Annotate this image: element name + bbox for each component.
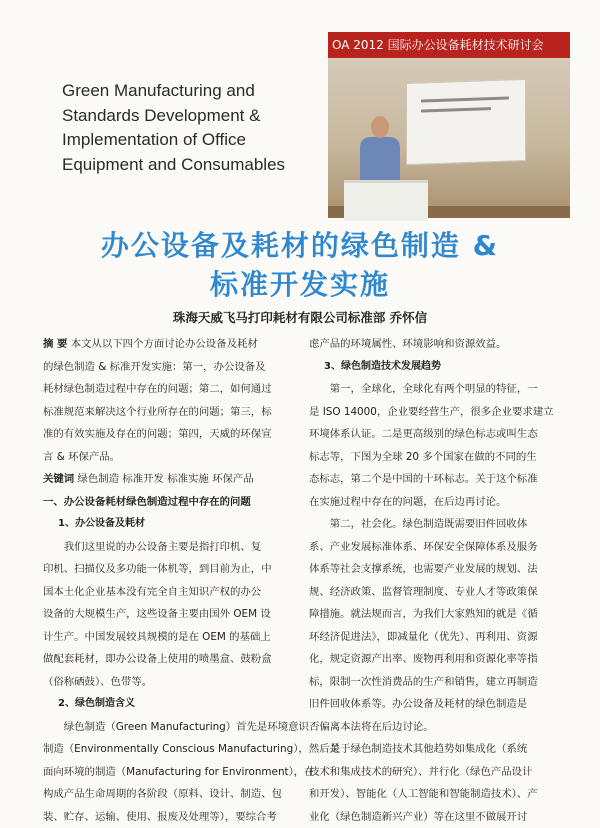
text-line: 的绿色制造 & 标准开发实施：第一，办公设备及 <box>43 356 291 379</box>
text-line: 技术和集成技术的研究）、并行化（绿色产品设计 <box>309 761 574 784</box>
text-line: 耗材绿色制造过程中存在的问题；第二，如何通过 <box>43 378 291 401</box>
text-line: 计生产。中国发展较具规模的是在 OEM 的基础上 <box>43 626 291 649</box>
text-line: 印机、扫描仪及多功能一体机等，到目前为止，中 <box>43 558 291 581</box>
text-line: （俗称硒鼓）、色带等。 <box>43 671 291 694</box>
text-line: 设备的大规模生产，这些设备主要由国外 OEM 设 <box>43 603 291 626</box>
text-line: 面向环境的制造（Manufacturing for Environment），在 <box>43 761 291 784</box>
text-line-body: 绿色制造 标准开发 标准实施 环保产品 <box>74 473 253 485</box>
text-line: 装、贮存、运输、使用、报废及处理等），要综合考 <box>43 806 291 828</box>
text-line: 第一，全球化，全球化有两个明显的特征，一 <box>309 378 574 401</box>
text-line: 和开发）、智能化（人工智能和智能制造技术）、产 <box>309 783 574 806</box>
text-line: 关于绿色制造技术其他趋势如集成化（系统 <box>309 738 574 761</box>
projection-screen <box>406 79 526 165</box>
text-line: 我们这里说的办公设备主要是指打印机、复 <box>43 536 291 559</box>
article-title-line-1: 办公设备及耗材的绿色制造 & <box>0 224 600 264</box>
english-title-line: Green Manufacturing and <box>62 79 332 104</box>
english-title-line: Implementation of Office <box>62 128 332 153</box>
english-title <box>62 79 332 177</box>
conference-banner: OA 2012 国际办公设备耗材技术研讨会 <box>328 32 570 58</box>
subsection-heading: 3、绿色制造技术发展趋势 <box>309 356 574 379</box>
keywords-label: 关键词 <box>43 473 74 485</box>
text-line: 在实施过程中存在的问题，在后边再讨论。 <box>309 491 574 514</box>
text-line: 国本土化企业基本没有完全自主知识产权的办公 <box>43 581 291 604</box>
text-line: 标志等，下图为全球 20 多个国家在做的不同的生 <box>309 446 574 469</box>
english-title-line: Standards Development & <box>62 104 332 129</box>
text-line: 虑产品的环境属性、环境影响和资源效益。 <box>309 333 574 356</box>
text-line: 制造（Environmentally Conscious Manufacturing），然后是 <box>43 738 291 761</box>
text-line: 做配套耗材，即办公设备上使用的喷墨盒、鼓粉盒 <box>43 648 291 671</box>
text-line: 化，规定资源产出率、废物再利用和资源化率等指 <box>309 648 574 671</box>
text-line: 否偏离本法将在后边讨论。 <box>309 716 574 739</box>
english-title-line: Equipment and Consumables <box>62 153 332 178</box>
text-line: 障措施。就法规而言，为我们大家熟知的就是《循 <box>309 603 574 626</box>
text-line: 标准规范来解决这个行业所存在的问题；第三，标 <box>43 401 291 424</box>
subsection-heading: 2、绿色制造含义 <box>43 693 291 716</box>
text-line: 系、产业发展标准体系、环保安全保障体系及服务 <box>309 536 574 559</box>
left-column <box>43 333 291 828</box>
text-line: 构成产品生命周期的各阶段（原料、设计、制造、包 <box>43 783 291 806</box>
text-line: 旧件回收体系等。办公设备及耗材的绿色制造是 <box>309 693 574 716</box>
subsection-heading: 1、办公设备及耗材 <box>43 513 291 536</box>
speaker-head <box>371 116 389 138</box>
abstract-label: 摘 要 <box>43 338 67 350</box>
text-line: 是 ISO 14000，企业要经营生产，很多企业要求建立 <box>309 401 574 424</box>
text-line <box>43 333 291 356</box>
text-line: 第二，社会化。绿色制造既需要旧件回收体 <box>309 513 574 536</box>
text-line-body: 本文从以下四个方面讨论办公设备及耗材 <box>67 338 257 350</box>
text-line: 体系等社会支撑系统，也需要产业发展的规划、法 <box>309 558 574 581</box>
right-column <box>309 333 574 828</box>
author-line: 珠海天威飞马打印耗材有限公司标准部 乔怀信 <box>0 308 600 326</box>
text-line: 业化（绿色制造新兴产业）等在这里不做展开讨 <box>309 806 574 828</box>
text-line: 准的有效实施及存在的问题；第四，天威的环保宣 <box>43 423 291 446</box>
text-line: 绿色制造（Green Manufacturing）首先是环境意识 <box>43 716 291 739</box>
text-line: 环境体系认证。二是更高级别的绿色标志或叫生态 <box>309 423 574 446</box>
text-line: 言 & 环保产品。 <box>43 446 291 469</box>
podium <box>344 180 428 221</box>
text-line <box>43 468 291 491</box>
text-line: 环经济促进法》，即减量化（优先）、再利用、资源 <box>309 626 574 649</box>
article-title-line-2: 标准开发实施 <box>0 263 600 303</box>
text-line: 规、经济政策、监督管理制度、专业人才等政策保 <box>309 581 574 604</box>
text-line: 态标志，第二个是中国的十环标志。关于这个标准 <box>309 468 574 491</box>
text-line: 标，限制一次性消费品的生产和销售，建立再制造 <box>309 671 574 694</box>
section-heading: 一、办公设备耗材绿色制造过程中存在的问题 <box>43 491 291 514</box>
